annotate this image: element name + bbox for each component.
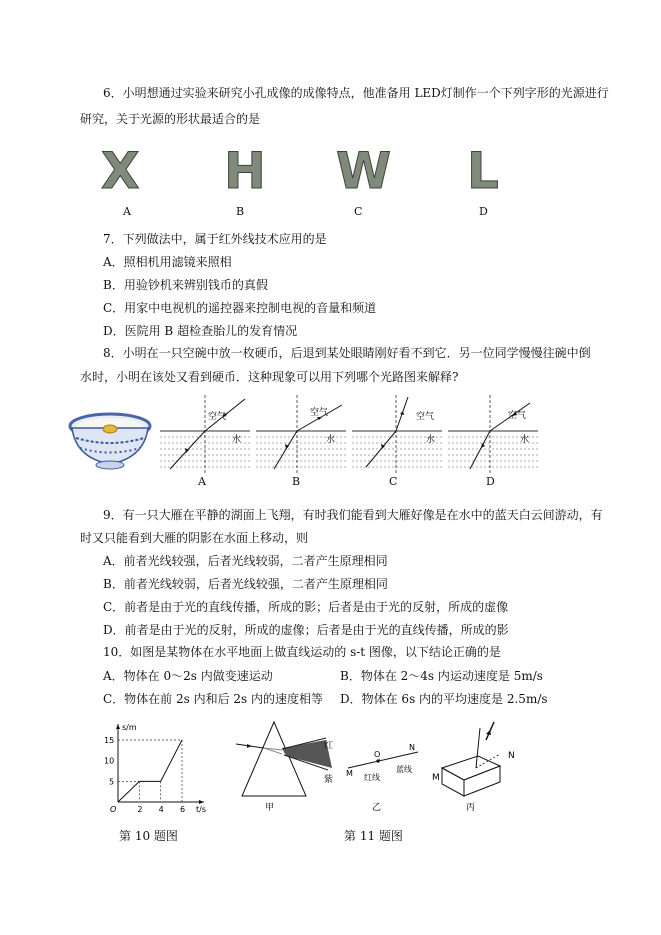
bowl-with-coin-image [66, 408, 166, 478]
q6-stem-line1: 6．小明想通过实验来研究小孔成像的成像特点，他准备用 LED灯制作一个下列字形的光源进行 [103, 86, 609, 100]
q6-label-b: B [236, 205, 245, 218]
q8-c-air-label: 空气 [416, 412, 435, 422]
q9-option-b: B．前者光线较弱，后者光线较强，二者产生原理相同 [103, 577, 388, 591]
q7-option-d: D．医院用 B 超检查胎儿的发育情况 [103, 324, 298, 338]
letter-h-glyph: H [224, 142, 266, 200]
q6-stem-line2: 研究，关于光源的形状最适合的是 [80, 112, 261, 126]
violet-light-label: 紫 [324, 775, 334, 785]
q10-option-c: C．物体在前 2s 内和后 2s 内的速度相等 [103, 692, 324, 706]
x-tick-label: 4 [158, 805, 164, 814]
q6-label-c: C [354, 205, 363, 218]
q8-d-air-label: 空气 [508, 411, 527, 421]
point-o-label: O [374, 750, 381, 759]
q11-prism-diagram [236, 718, 356, 813]
red-line-label: 红线 [364, 773, 380, 782]
q9-stem-line1: 9．有一只大雁在平静的湖面上飞翔，有时我们能看到大雁好像是在水中的蓝天白云间游动，有 [103, 508, 603, 522]
y-tick-label: 5 [109, 777, 115, 787]
q10-figure-caption: 第 10 题图 [119, 829, 178, 843]
q6-label-d: D [479, 205, 488, 218]
q9-option-a: A．前者光线较强，后者光线较弱，二者产生原理相同 [103, 554, 388, 568]
letter-l-glyph: L [467, 142, 499, 200]
x-tick-label: 2 [137, 805, 143, 814]
q10-option-a: A．物体在 0～2s 内做变速运动 [103, 669, 273, 683]
q7-option-a: A．照相机用滤镜来照相 [103, 255, 232, 269]
origin-label: O [110, 805, 117, 814]
letter-x-glyph: X [101, 142, 140, 200]
q7-option-b: B．用验钞机来辨别钱币的真假 [103, 278, 268, 292]
q8-b-air-label: 空气 [310, 408, 329, 418]
q7-stem: 7．下列做法中，属于红外线技术应用的是 [103, 232, 327, 246]
y-tick-label: 15 [104, 736, 115, 745]
q8-diagram-d [448, 393, 538, 473]
block-n-label: N [508, 751, 515, 761]
q9-stem-line2: 时又只能看到大雁的阴影在水面上移动，则 [80, 531, 309, 545]
y-axis-label: s/m [122, 723, 137, 732]
block-m-label: M [432, 773, 440, 783]
q8-label-d: D [486, 475, 495, 488]
q10-option-d: D．物体在 6s 内的平均速度是 2.5m/s [340, 692, 548, 706]
figure-yi-label: 乙 [372, 803, 382, 813]
q8-stem-line2: 水时，小明在该处又看到硬币．这种现象可以用下列哪个光路图来解释? [80, 370, 459, 384]
q11-glass-block-diagram [430, 718, 530, 813]
point-n-label: N [409, 743, 415, 752]
blue-line-label: 蓝线 [396, 765, 412, 774]
q8-label-b: B [292, 475, 301, 488]
q11-light-lines-diagram [342, 718, 422, 813]
y-axis-arrow [116, 724, 120, 729]
q7-option-c: C．用家中电视机的遥控器来控制电视的音量和频道 [103, 301, 377, 315]
q8-diagram-a [160, 393, 250, 473]
q10-st-chart [100, 720, 210, 820]
q8-d-water-label: 水 [520, 435, 530, 445]
q8-label-c: C [389, 475, 398, 488]
point-m-label: M [346, 769, 353, 778]
x-axis-label: t/s [196, 805, 206, 814]
q10-option-b: B．物体在 2～4s 内运动速度是 5m/s [340, 669, 543, 683]
q11-figure-caption: 第 11 题图 [344, 829, 403, 843]
q8-stem-line1: 8．小明在一只空碗中放一枚硬币，后退到某处眼睛刚好看不到它．另一位同学慢慢往碗中倒 [103, 346, 591, 360]
x-tick-label: 6 [180, 805, 186, 814]
red-light-label: 红 [324, 741, 334, 751]
y-tick-label: 10 [104, 756, 115, 766]
q6-label-a: A [123, 205, 131, 218]
q8-c-water-label: 水 [426, 435, 436, 445]
q8-a-water-label: 水 [232, 435, 242, 445]
q8-diagram-b [256, 393, 346, 473]
q8-label-a: A [198, 475, 206, 488]
st-series-line [118, 740, 182, 802]
q8-b-water-label: 水 [326, 435, 336, 445]
q9-option-c: C．前者是由于光的直线传播，所成的影；后者是由于光的反射，所成的虚像 [103, 600, 509, 614]
q9-option-d: D．前者是由于光的反射，所成的虚像；后者是由于光的直线传播，所成的影 [103, 623, 509, 637]
q8-a-air-label: 空气 [208, 412, 227, 422]
letter-w-glyph: W [336, 142, 392, 200]
q10-stem: 10．如图是某物体在水平地面上做直线运动的 s-t 图像，以下结论正确的是 [103, 645, 501, 659]
x-axis-arrow [199, 800, 204, 804]
q8-diagram-c [352, 393, 442, 473]
figure-bing-label: 丙 [466, 803, 476, 813]
figure-jia-label: 甲 [265, 803, 275, 813]
